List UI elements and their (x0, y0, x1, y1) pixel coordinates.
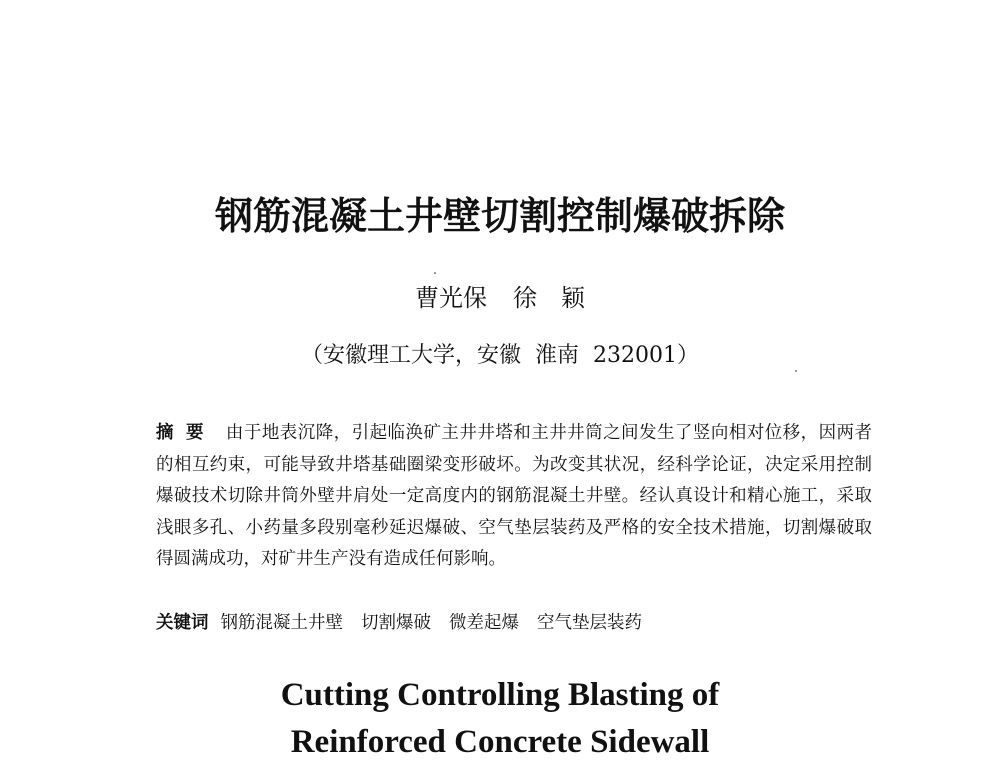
affiliation-open-paren: （ (300, 343, 323, 368)
affiliation (0, 340, 1000, 372)
affiliation-postcode: 232001 (593, 343, 677, 368)
english-title-line-2: Reinforced Concrete Sidewall (290, 724, 710, 760)
author-name: 徐 颖 (513, 284, 585, 312)
keyword-item: 钢筋混凝土井壁 (220, 613, 343, 633)
keywords (156, 608, 872, 640)
affiliation-institution: 安徽理工大学，安徽 (322, 343, 521, 368)
affiliation-close-paren: ） (677, 343, 700, 368)
author-list (0, 282, 1000, 314)
english-title (0, 672, 1000, 766)
scan-speck (434, 272, 436, 274)
affiliation-city: 淮南 (535, 343, 580, 368)
abstract-label: 摘要 (156, 423, 216, 443)
scan-speck (795, 370, 797, 372)
keywords-label: 关键词 (156, 613, 209, 633)
abstract (156, 418, 872, 576)
keyword-item: 微差起爆 (449, 613, 519, 633)
english-title-line-1: Cutting Controlling Blasting of (280, 677, 720, 713)
abstract-text: 由于地表沉降，引起临涣矿主井井塔和主井井筒之间发生了竖向相对位移，因两者的相互约束，可能导致井塔基础圈梁变形破坏。为改变其状况，经科学论证，决定采用控制爆破技术切除井筒外壁井肩处一定高度内的钢筋混凝土井壁。经认真设计和精心施工，采取浅眼多孔、小药量多段别毫秒延迟爆破、空气垫层装药及严格的安全技术措施，切割爆破取得圆满成功，对矿井生产没有造成任何影响。 (156, 423, 873, 569)
keyword-item: 空气垫层装药 (537, 613, 642, 633)
author-name: 曹光保 (415, 284, 487, 312)
paper-title: 钢筋混凝土井壁切割控制爆破拆除 (214, 194, 785, 238)
keyword-item: 切割爆破 (361, 613, 431, 633)
